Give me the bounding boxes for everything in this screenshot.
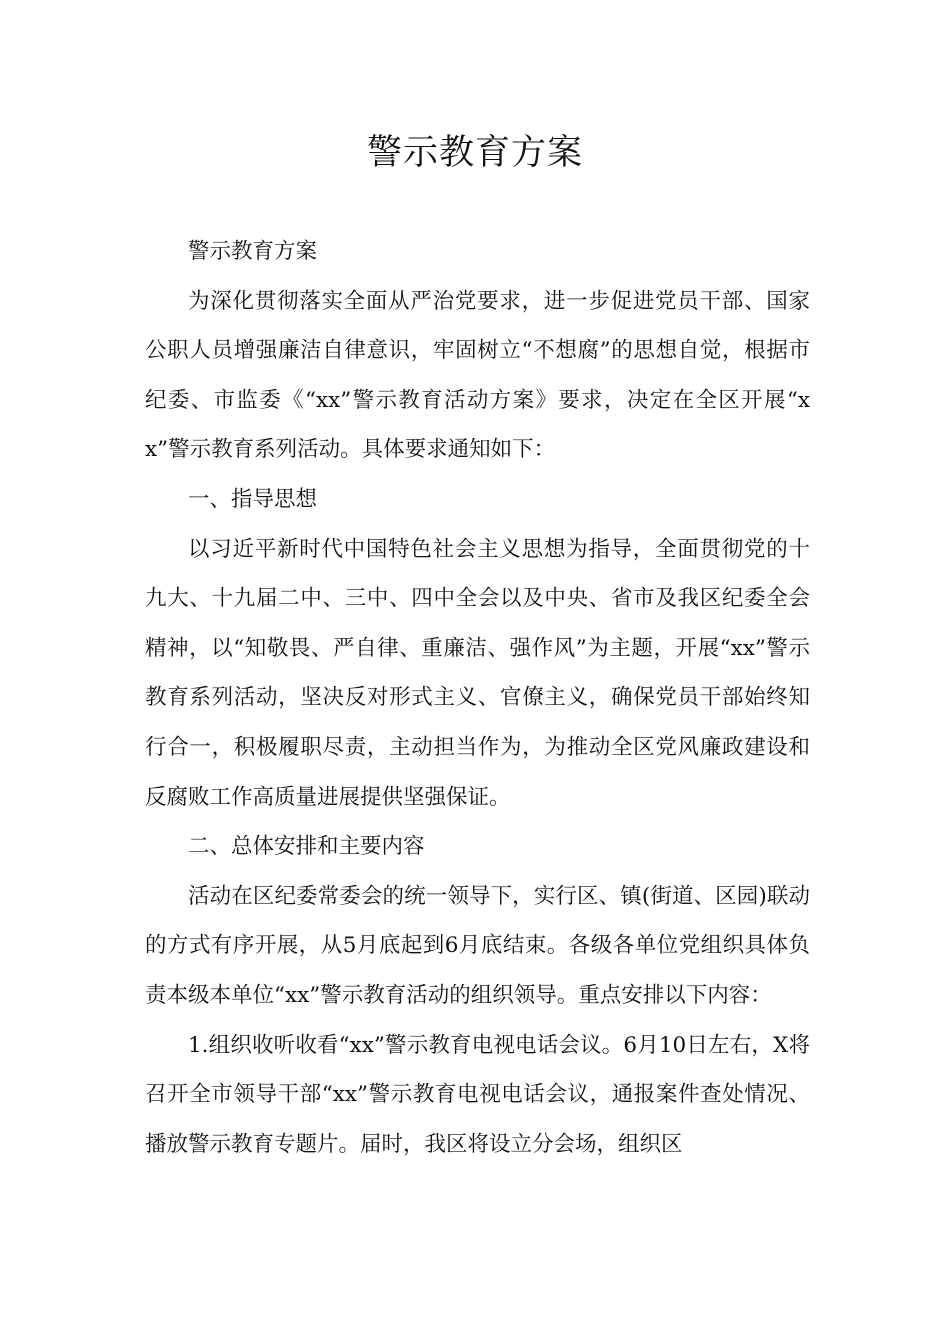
paragraph-item-1: 1.组织收听收看“xx”警示教育电视电话会议。6月10日左右，X将召开全市领导干部“xx”警示教育电视电话会议，通报案件查处情况、播放警示教育专题片。届时，我区将设立分会场，组织区 — [145, 1032, 810, 1157]
document-title: 警示教育方案 — [366, 133, 583, 173]
document-body — [145, 227, 810, 1169]
paragraph-intro: 为深化贯彻落实全面从严治党要求，进一步促进党员干部、国家公职人员增强廉洁自律意识，牢固树立“不想腐”的思想自觉，根据市纪委、市监委《“xx”警示教育活动方案》要求，决定在全区开展“xx”警示教育系列活动。具体要求通知如下： — [145, 288, 810, 463]
paragraph-overall-arrangement: 活动在区纪委常委会的统一领导下，实行区、镇(街道、区园)联动的方式有序开展，从5月底起到6月底结束。各级各单位党组织具体负责本级本单位“xx”警示教育活动的组织领导。重点安排以下内容： — [145, 883, 810, 1008]
paragraph-heading: 警示教育方案 — [188, 239, 318, 264]
paragraph-guiding-thought: 以习近平新时代中国特色社会主义思想为指导，全面贯彻党的十九大、十九届二中、三中、四中全会以及中央、省市及我区纪委全会精神，以“知敬畏、严自律、重廉洁、强作风”为主题，开展“xx”警示教育系列活动，坚决反对形式主义、官僚主义，确保党员干部始终知行合一，积极履职尽责，主动担当作为，为推动全区党风廉政建设和反腐败工作高质量进展提供坚强保证。 — [145, 536, 810, 810]
section-heading-guiding-thought: 一、指导思想 — [188, 486, 318, 512]
section-heading-overall-arrangement: 二、总体安排和主要内容 — [188, 834, 425, 860]
